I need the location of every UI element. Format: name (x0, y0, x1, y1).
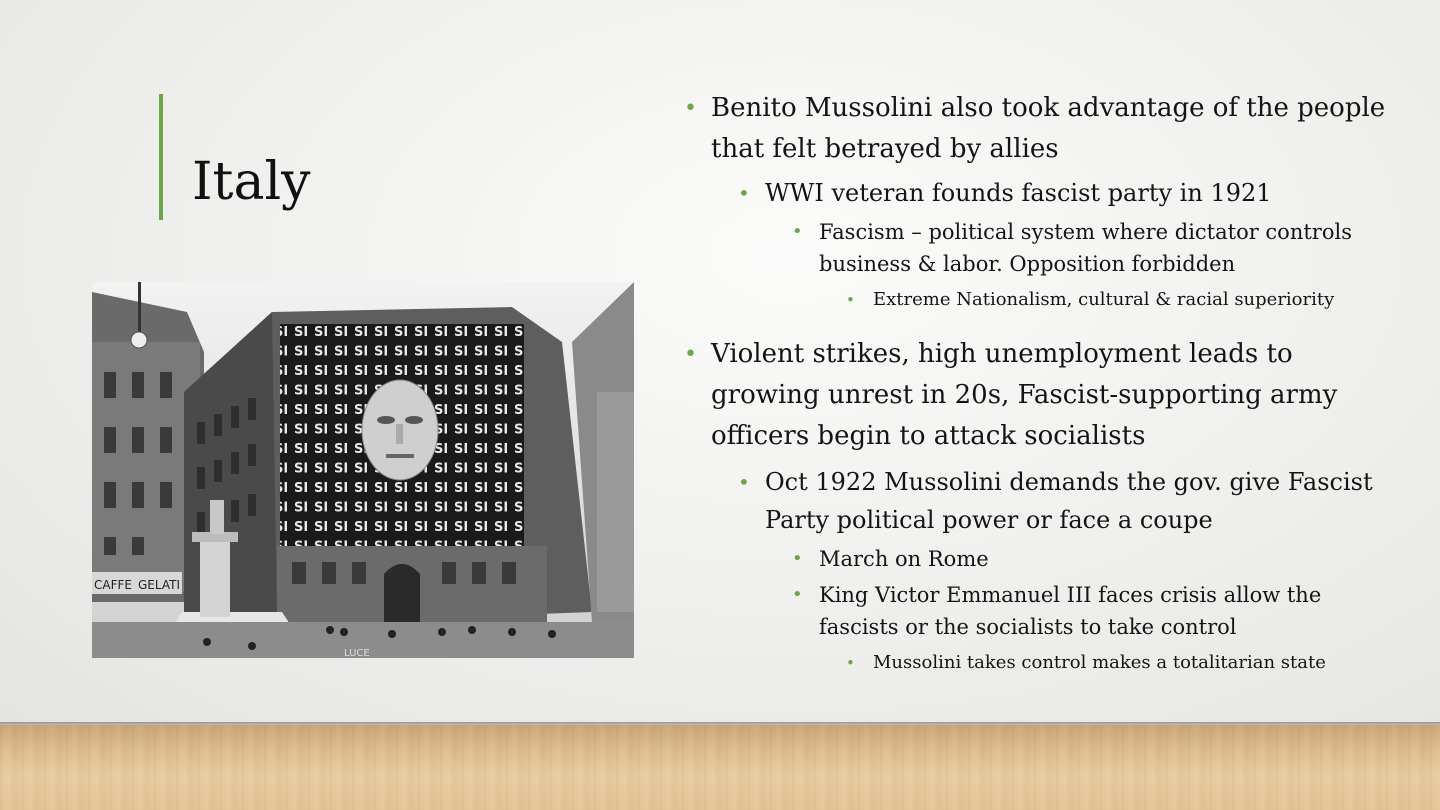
svg-text:LUCE: LUCE (344, 648, 370, 658)
bullet-text: King Victor Emmanuel III faces crisis allow the fascists or the socialists to take control (819, 583, 1322, 639)
bullet-text: Fascism – political system where dictator controls business & labor. Opposition forbidden (819, 220, 1352, 276)
spacer (684, 314, 1404, 334)
title-accent-bar (159, 94, 163, 220)
list-item (684, 174, 1404, 212)
historical-photo (92, 282, 634, 658)
bullet-list (684, 88, 1404, 677)
bullet-icon: • (738, 470, 750, 494)
bullet-icon: • (846, 654, 855, 672)
list-item (684, 649, 1404, 677)
bullet-text: Benito Mussolini also took advantage of the people that felt betrayed by allies (711, 93, 1386, 164)
bullet-text: Extreme Nationalism, cultural & racial superiority (873, 289, 1335, 310)
photo-icon (92, 282, 634, 658)
bullet-text: March on Rome (819, 547, 989, 571)
bullet-icon: • (684, 342, 697, 367)
bullet-icon: • (792, 221, 803, 242)
bullet-text: Mussolini takes control makes a totalitarian state (873, 652, 1326, 673)
bullet-content (684, 88, 1404, 677)
list-item (684, 216, 1404, 280)
bullet-icon: • (684, 96, 697, 121)
bullet-text: Violent strikes, high unemployment leads to growing unrest in 20s, Fascist-supporting army officers begin to attack socialists (711, 339, 1338, 451)
list-item (684, 88, 1404, 170)
bullet-text: Oct 1922 Mussolini demands the gov. give Fascist Party political power or face a coupe (765, 468, 1373, 534)
list-item (684, 334, 1404, 457)
bullet-text: WWI veteran founds fascist party in 1921 (765, 179, 1272, 207)
bullet-icon: • (792, 584, 803, 605)
bullet-icon: • (846, 291, 855, 309)
list-item (684, 463, 1404, 539)
list-item (684, 579, 1404, 643)
svg-text:GELATI: GELATI (138, 578, 180, 592)
bullet-icon: • (738, 181, 750, 205)
bullet-icon: • (792, 548, 803, 569)
slide-title: Italy (192, 152, 311, 212)
wood-floor (0, 725, 1440, 810)
list-item (684, 286, 1404, 314)
list-item (684, 543, 1404, 575)
svg-text:CAFFE: CAFFE (94, 578, 132, 592)
